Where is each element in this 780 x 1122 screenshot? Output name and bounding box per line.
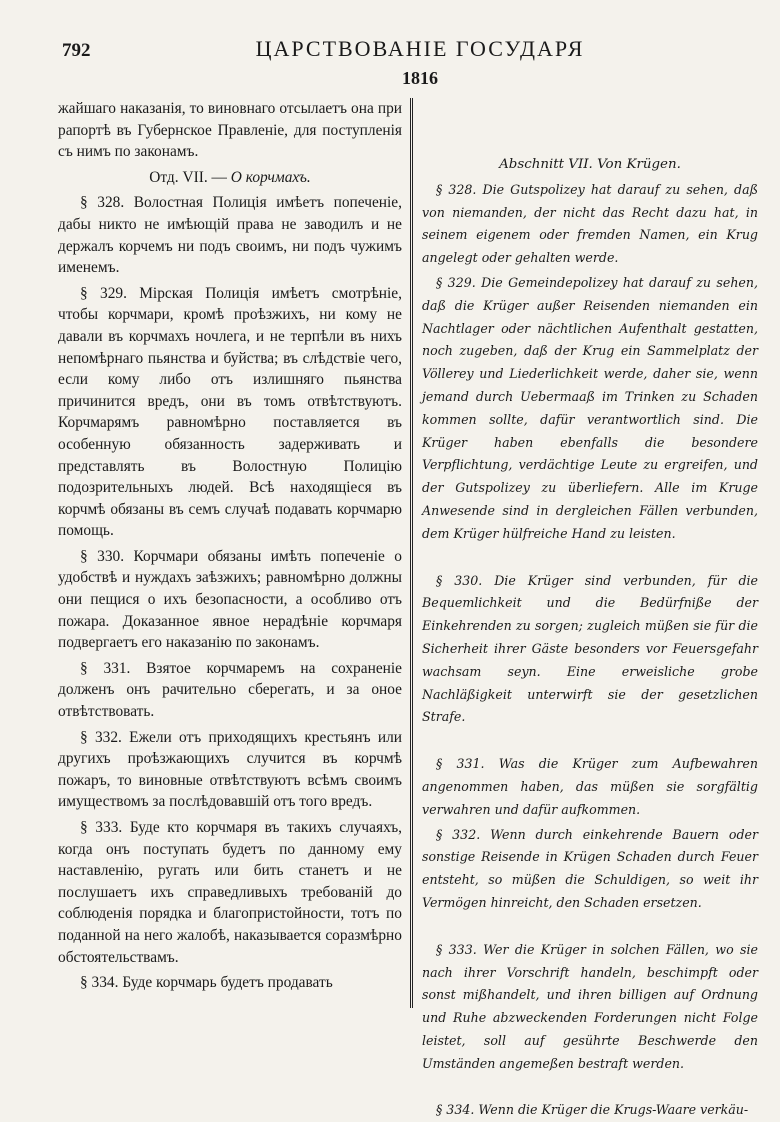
two-column-body <box>58 98 758 1118</box>
german-paragraph-331: § 331. Was die Krüger zum Aufbewahren angenommen haben, das müßen sie sorgfältig verwahren und dafür aufkommen. <box>422 756 758 817</box>
russian-paragraph-330: § 330. Корчмари обязаны имѣть попеченіе о удобствѣ и нуждахъ заѣзжихъ; равномѣрно должны они пещися о ихъ безопасности, а особливо отъ пожара. Доказанное явное нерадѣніе корчмаря подвергаетъ его наказанію по законамъ. <box>58 547 402 652</box>
page-number: 792 <box>62 40 91 61</box>
german-paragraph-330: § 330. Die Krüger sind verbunden, für die Bequemlichkeit und die Bedürfniße der Einkehrenden zu sorgen; zugleich müßen sie für die Sicherheit ihrer Gäste besonders vor Feuersgefahr wachsam seyn. Eine erweisliche grobe Nachläßigkeit unterwirft sie der gesetzlichen Strafe. <box>422 572 758 725</box>
russian-heading-title: О корчмахъ. <box>230 168 311 186</box>
russian-opening-text: жайшаго наказанія, то виновнаго отсылаетъ она при рапортѣ въ Губернское Правленіе, для поступленія съ нимъ по законамъ. <box>58 100 402 161</box>
russian-paragraph-328: § 328. Волостная Полиція имѣетъ попеченіе, дабы никто не имѣющій права не заводилъ и не держалъ корчемъ ни подъ своимъ, ни подъ чужимъ именемъ. <box>58 194 402 277</box>
russian-heading-prefix: Отд. VII. — <box>149 168 227 186</box>
german-column <box>422 98 758 1122</box>
running-title: ЦАРСТВОВАНІЕ ГОСУДАРЯ <box>255 36 585 61</box>
russian-paragraph-333: § 333. Буде кто корчмаря въ такихъ случаяхъ, когда онъ поступать будетъ по данному ему наставленію, ругать или бить станетъ и не послушаетъ ихъ справедливыхъ требованій до соблюденія порядка и благопристойности, тотъ по поданной на него жалобѣ, наказывается соразмѣрно обстоятельствамъ. <box>58 819 402 966</box>
russian-paragraph-329: § 329. Мірская Полиція имѣетъ смотрѣніе, чтобы корчмари, кромѣ проѣзжихъ, ни кому не давали въ корчмахъ ночлега, и не терпѣли въ нихъ непомѣрнаго пьянства и буйства; въ слѣдствіе чего, если кому либо отъ излишняго пьянства причинится вредъ, они въ томъ отвѣтствуютъ. Корчмарямъ равномѣрно поставляется въ особенную обязанность задерживать и представлять въ Волостную Полицію подозрительныхъ людей. Всѣ находящіеся въ корчмѣ обязаны въ семъ случаѣ подавать корчмарю помощь. <box>58 284 402 540</box>
column-divider <box>410 98 415 1008</box>
german-paragraph-333: § 333. Wer die Krüger in solchen Fällen, wo sie nach ihrer Vorschrift handeln, beschimpft oder sonst mißhandelt, und ihren billigen auf Ordnung und Ruhe abzweckenden Forderungen nicht Folge leistet, soll auf gesührte Beschwerde den Umständen angemeßen bestraft werden. <box>422 941 758 1071</box>
german-paragraph-334: § 334. Wenn die Krüger die Krugs-Waare verkäu- <box>436 1102 749 1118</box>
german-paragraph-329: § 329. Die Gemeindepolizey hat darauf zu sehen, daß die Krüger außer Reisenden niemanden ein Nachtlager oder nächtlichen Aufenthalt gestatten, noch zugeben, daß der Krug ein Sammelplatz der Völlerey und Liederlichkeit werde, daher sie, wenn jemand durch Uebermaaß im Trinken zu Schaden kommen sollte, dafür verantwortlich sind. Die Krüger haben ebenfalls die besondere Verpflichtung, verdächtige Leute zu ergreifen, und der Gutspolizey zu überliefern. Alle im Kruge Anwesende sind in dergleichen Fällen verbunden, dem Krüger hülfreiche Hand zu leisten. <box>422 274 758 541</box>
german-paragraph-332: § 332. Wenn durch einkehrende Bauern oder sonstige Reisende in Krügen Schaden durch Feuer entsteht, so müßen die Schuldigen, so weit ihr Vermögen hinreicht, den Schaden ersetzen. <box>422 826 758 910</box>
german-paragraph-328: § 328. Die Gutspolizey hat darauf zu sehen, daß von niemanden, der nicht das Recht dazu hat, in seinem eigenem oder fremden Namen, ein Krug angelegt oder gehalten werde. <box>422 181 758 266</box>
russian-paragraph-332: § 332. Ежели отъ приходящихъ крестьянъ или другихъ проѣзжающихъ случится въ корчмѣ пожаръ, то виновные отвѣтствуютъ всѣмъ своимъ имуществомъ за послѣдовавшій отъ того вредъ. <box>58 728 402 811</box>
year-heading: 1816 <box>402 68 438 88</box>
russian-paragraph-334: § 334. Буде корчмарь будетъ продавать <box>80 974 333 992</box>
russian-paragraph-331: § 331. Взятое корчмаремъ на сохраненіе долженъ онъ рачительно сберегать, и за оное отвѣтствовать. <box>58 659 402 721</box>
russian-column <box>58 98 402 998</box>
russian-section-heading <box>58 167 402 189</box>
german-section-heading: Abschnitt VII. Von Krügen. <box>499 157 681 172</box>
